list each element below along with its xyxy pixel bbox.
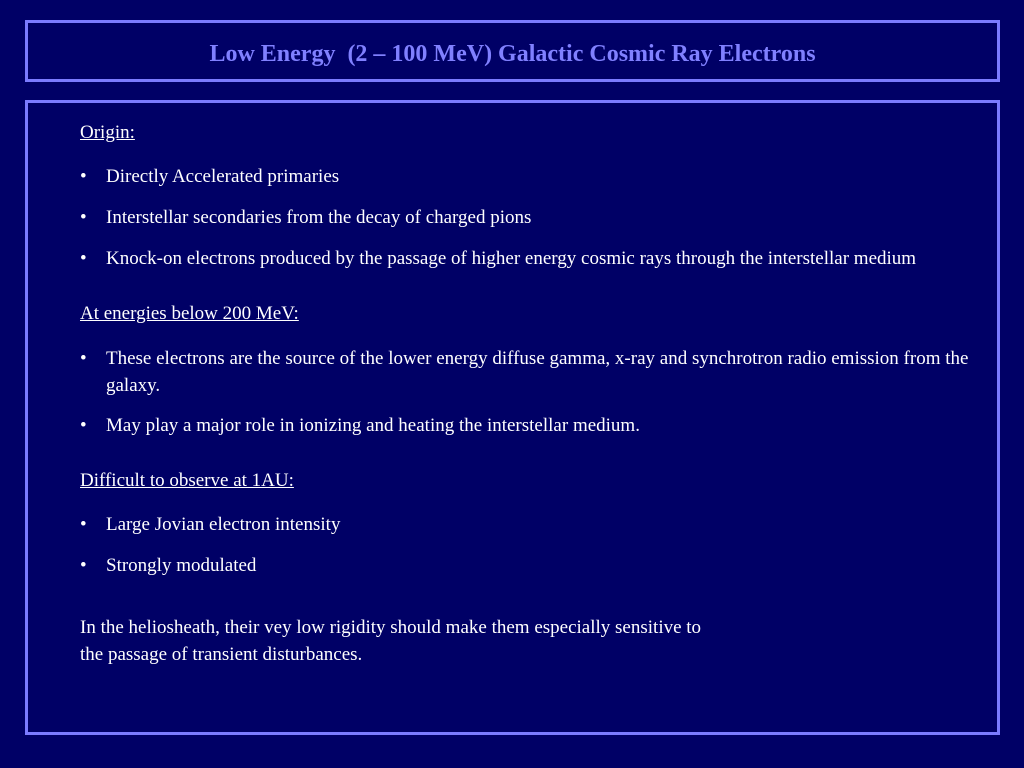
closing-line-1: In the heliosheath, their vey low rigidity should make them especially sensitive to xyxy=(80,617,702,638)
difficult-heading: Difficult to observe at 1AU: xyxy=(80,470,294,491)
difficult-bullet-2 xyxy=(80,552,980,579)
energies-bullet-1 xyxy=(80,345,1006,399)
bullet-text: Directly Accelerated primaries xyxy=(106,166,340,187)
bullet-dot: • xyxy=(80,207,87,228)
energies-heading: At energies below 200 MeV: xyxy=(80,303,299,324)
bullet-dot: • xyxy=(80,555,87,576)
bullet-text: May play a major role in ionizing and heating the interstellar medium. xyxy=(106,415,640,436)
origin-bullet-3 xyxy=(80,245,936,272)
bullet-dot: • xyxy=(80,415,87,436)
content-box xyxy=(25,100,1000,735)
bullet-text: Strongly modulated xyxy=(106,555,257,576)
closing-line-2: the passage of transient disturbances. xyxy=(80,644,363,665)
bullet-dot: • xyxy=(80,248,87,269)
bullet-text: Knock-on electrons produced by the passage of higher energy cosmic rays through the interstellar medium xyxy=(106,248,917,269)
energies-bullet-2 xyxy=(80,412,980,439)
bullet-text: Interstellar secondaries from the decay of charged pions xyxy=(106,207,532,228)
slide-content xyxy=(80,119,980,668)
origin-bullet-1 xyxy=(80,163,980,190)
slide-title: Low Energy (2 – 100 MeV) Galactic Cosmic Ray Electrons xyxy=(209,41,816,67)
origin-heading: Origin: xyxy=(80,122,135,143)
bullet-dot: • xyxy=(80,514,87,535)
title-box xyxy=(25,20,1000,82)
bullet-text: Large Jovian electron intensity xyxy=(106,514,341,535)
bullet-dot: • xyxy=(80,166,87,187)
bullet-dot: • xyxy=(80,348,87,369)
difficult-bullet-1 xyxy=(80,511,980,538)
origin-bullet-2 xyxy=(80,204,980,231)
bullet-text: These electrons are the source of the lower energy diffuse gamma, x-ray and synchrotron radio emission from the galaxy. xyxy=(106,348,969,396)
